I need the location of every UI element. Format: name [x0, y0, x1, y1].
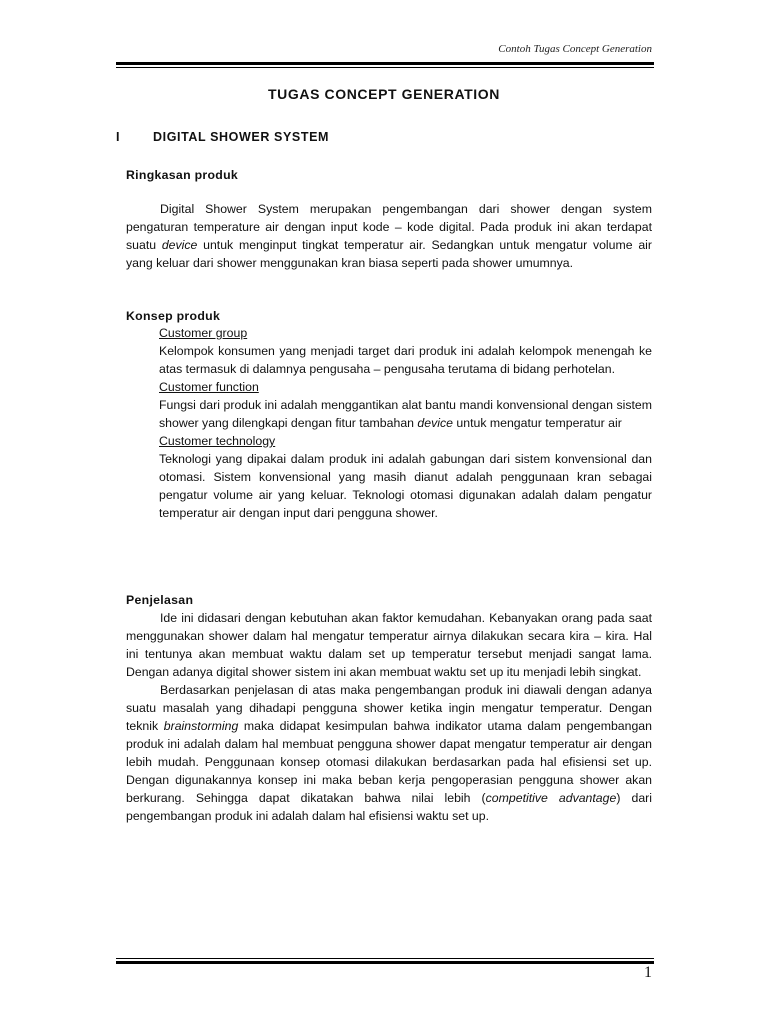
heading-ringkasan: Ringkasan produk [126, 168, 239, 182]
ringkasan-paragraph: Digital Shower System merupakan pengembangan dari shower dengan system pengaturan temperature air dengan input kode – kode digital. Pada produk ini akan terdapat suatu device untuk menginput tingkat temperatur air. Sedangkan untuk mengatur volume air yang keluar dari shower menggunakan kran biasa seperti pada shower umumnya. [126, 202, 652, 270]
text-customer-group: Kelompok konsumen yang menjadi target dari produk ini adalah kelompok menengah ke atas termasuk di dalamnya pengusaha – pengusaha terutama di bidang perhotelan. [159, 344, 652, 376]
penjelasan-body [126, 609, 652, 825]
document-title: TUGAS CONCEPT GENERATION [268, 86, 500, 102]
section-number: I [116, 130, 120, 144]
konsep-list [159, 324, 652, 522]
text-customer-technology: Teknologi yang dipakai dalam produk ini adalah gabungan dari sistem konvensional dan otomasi. Sistem konvensional yang masih dianut adalah penggunaan kran sebagai pengatur volume air yang keluar. Teknologi otomasi digunakan adalah dalam pengatur temperatur air dengan input dari pengguna shower. [159, 452, 652, 520]
running-header: Contoh Tugas Concept Generation [498, 43, 652, 55]
footer-rule-thick [116, 961, 654, 964]
header-rule-thick [116, 62, 654, 65]
heading-konsep: Konsep produk [126, 309, 221, 323]
section-title: DIGITAL SHOWER SYSTEM [153, 130, 330, 144]
label-customer-technology: Customer technology [159, 434, 276, 448]
penjelasan-paragraph-2: Berdasarkan penjelasan di atas maka pengembangan produk ini diawali dengan adanya suatu masalah yang dihadapi pengguna shower ketika ingin mengatur temperatur. Dengan teknik brainstorming maka didapat kesimpulan bahwa indikator utama dalam pengembangan produk ini adalah dalam hal membuat pengguna shower dapat mengatur temperatur air dengan lebih mudah. Penggunaan konsep otomasi dilakukan berdasarkan pada hal efisiensi set up. Dengan digunakannya konsep ini maka beban kerja pengoperasian pengguna shower akan berkurang. Sehingga dapat dikatakan bahwa nilai lebih (competitive advantage) dari pengembangan produk ini adalah dalam hal efisiensi waktu set up. [126, 683, 652, 823]
header-rule-thin [116, 67, 654, 68]
label-customer-group: Customer group [159, 326, 248, 340]
label-customer-function: Customer function [159, 380, 259, 394]
penjelasan-paragraph-1: Ide ini didasari dengan kebutuhan akan faktor kemudahan. Kebanyakan orang pada saat menggunakan shower dalam hal mengatur temperatur airnya dilakukan secara kira – kira. Hal ini tentunya akan membuat waktu dalam set up temperatur tersebut menjadi sangat lama. Dengan adanya digital shower sistem ini akan membuat waktu set up itu menjadi lebih singkat. [126, 611, 652, 679]
page-number: 1 [644, 964, 652, 981]
text-customer-function: Fungsi dari produk ini adalah menggantikan alat bantu mandi konvensional dengan sistem shower yang dilengkapi dengan fitur tambahan device untuk mengatur temperatur air [159, 398, 652, 430]
heading-penjelasan: Penjelasan [126, 593, 194, 607]
footer-rule-thin [116, 958, 654, 959]
